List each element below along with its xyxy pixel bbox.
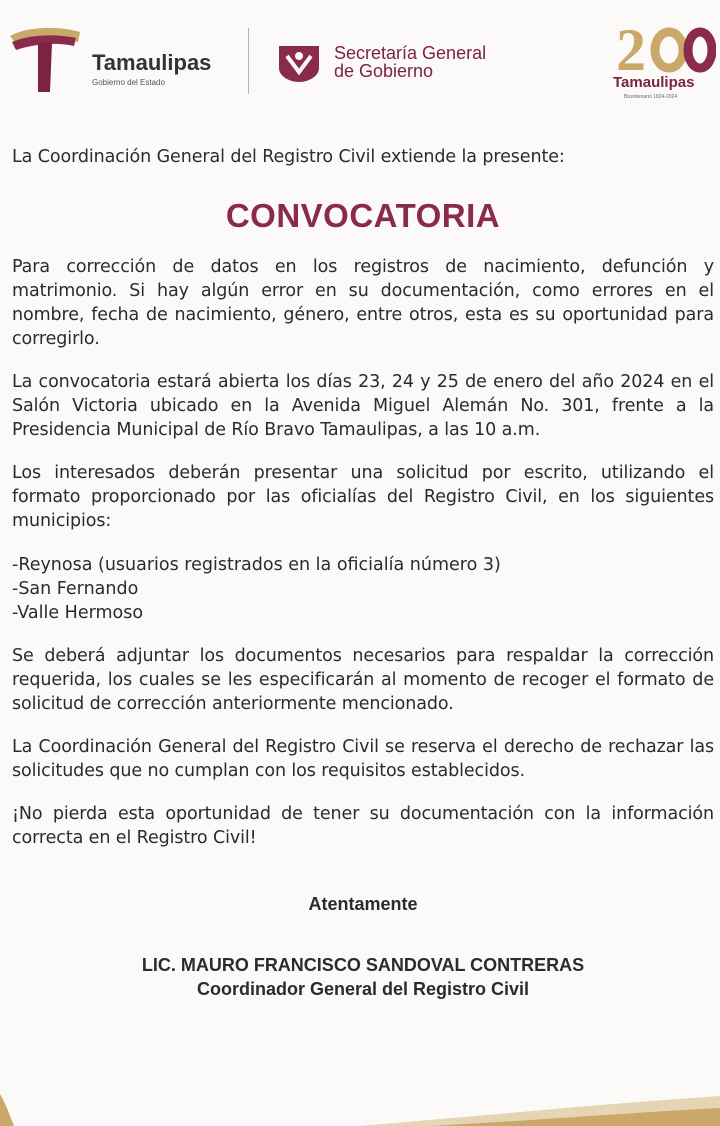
secretaria-emblem-icon [275, 42, 323, 84]
svg-text:2: 2 [616, 17, 646, 76]
paragraph-call-to-action: ¡No pierda esta oportunidad de tener su documentación con la información correcta en el Registro Civil! [12, 804, 714, 848]
paragraph-dates-location: La convocatoria estará abierta los días 23, 24 y 25 de enero del año 2024 en el Salón Victoria ubicado en la Avenida Miguel Alemán No. 301, frente a la Presidencia Municipal de Río Bravo Tamaulipas, a las 10 a.m. [12, 372, 714, 440]
paragraph-purpose: Para corrección de datos en los registros de nacimiento, defunción y matrimonio. Si hay algún error en su documentación, como errores en el nombre, fecha de nacimiento, género, entre otros, esta es su oportunidad para corregirlo. [12, 257, 714, 349]
brand-name: Tamaulipas [92, 50, 212, 75]
list-item: -Valle Hermoso [12, 603, 144, 623]
document-body [12, 144, 714, 1001]
signer-name: LIC. MAURO FRANCISCO SANDOVAL CONTRERAS [141, 955, 585, 975]
list-item: -San Fernando [12, 579, 139, 599]
bicentenario-200-logo [612, 16, 716, 76]
paragraph-rights: La Coordinación General del Registro Civil se reserva el derecho de rechazar las solicitudes que no cumplan con los requisitos establecidos. [12, 737, 714, 781]
letterhead [0, 0, 720, 120]
bicentenario-logo-text: Tamaulipas [613, 74, 695, 91]
brand-subtitle: Gobierno del Estado [92, 78, 165, 87]
signer-title: Coordinador General del Registro Civil [196, 979, 530, 999]
municipios-list [12, 553, 714, 625]
document-title: CONVOCATORIA [225, 197, 501, 234]
tamaulipas-t-logo [8, 22, 82, 94]
bicentenario-logo-subtitle: Bicentenario 1824-2024 [624, 94, 678, 100]
paragraph-documents: Se deberá adjuntar los documentos necesarios para respaldar la corrección requerida, los cuales se les especificarán al momento de recoger el formato de solicitud de corrección anteriormente mencionado. [12, 646, 714, 714]
intro-line: La Coordinación General del Registro Civil extiende la presente: [12, 147, 565, 167]
secretaria-line-1: Secretaría General [334, 43, 487, 63]
list-item: -Reynosa (usuarios registrados en la oficialía número 3) [12, 555, 501, 575]
paragraph-requirements: Los interesados deberán presentar una solicitud por escrito, utilizando el formato proporcionado por las oficialías del Registro Civil, en los siguientes municipios: [12, 463, 714, 531]
closing-salutation: Atentamente [308, 894, 418, 914]
header-divider [248, 28, 249, 94]
footer-wave-decoration [0, 1086, 720, 1126]
secretaria-line-2: de Gobierno [334, 61, 434, 81]
